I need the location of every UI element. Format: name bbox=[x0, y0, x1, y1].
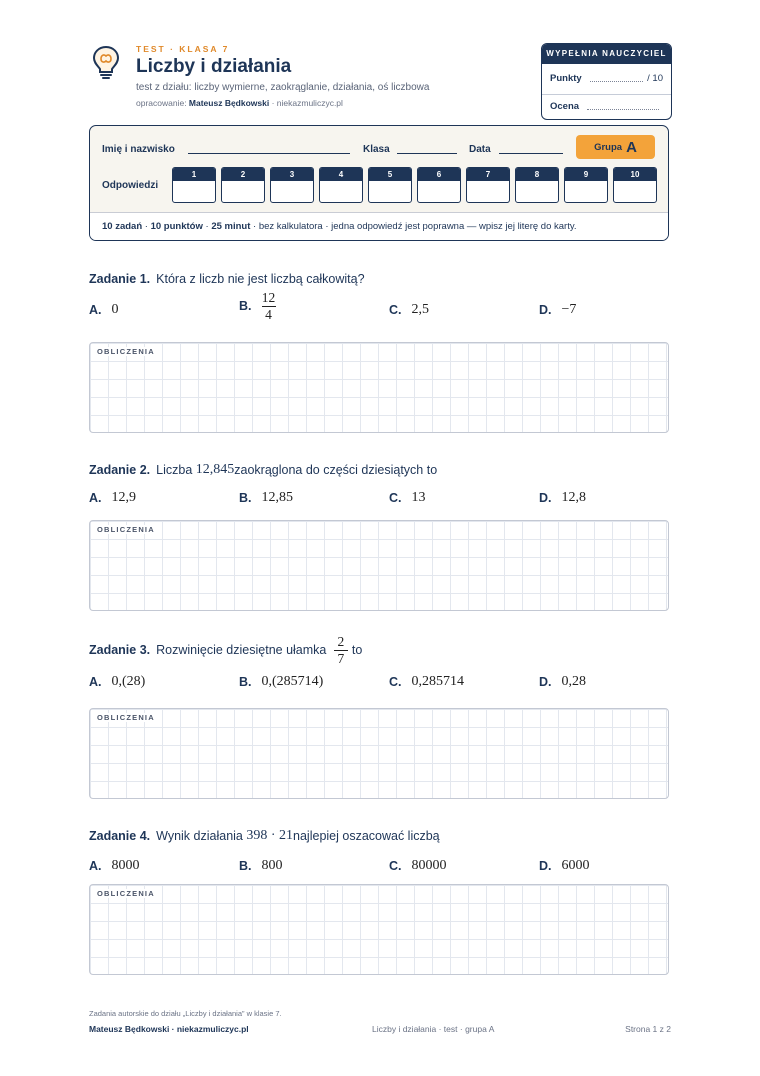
answer-boxes bbox=[172, 167, 657, 203]
option-value: 800 bbox=[261, 858, 283, 873]
footer-note: Zadania autorskie do działu „Liczby i działania” w klasie 7. bbox=[89, 1009, 282, 1018]
author-site: · niekazmuliczyc.pl bbox=[269, 98, 343, 108]
calculation-area[interactable] bbox=[89, 520, 669, 611]
option-letter: D. bbox=[539, 303, 552, 317]
author-name: Mateusz Będkowski bbox=[188, 98, 270, 108]
option-c bbox=[389, 858, 447, 874]
option-value: 0,285714 bbox=[411, 674, 464, 690]
points-label: Punkty bbox=[550, 73, 582, 84]
test-summary bbox=[90, 212, 668, 241]
calculation-label: OBLICZENIA bbox=[97, 347, 155, 356]
option-value: 13 bbox=[411, 490, 426, 505]
task-text-after: to bbox=[351, 643, 363, 658]
option-letter: C. bbox=[389, 675, 402, 690]
group-label: Grupa bbox=[594, 141, 623, 153]
answer-box[interactable] bbox=[319, 167, 363, 203]
page-number: Strona 1 z 2 bbox=[625, 1024, 671, 1034]
task-text-after: zaokrąglona do części dziesiątych to bbox=[234, 463, 438, 477]
option-d bbox=[539, 858, 590, 874]
answer-box[interactable] bbox=[515, 167, 559, 203]
answer-box-number: 8 bbox=[516, 168, 558, 181]
answer-box-number: 6 bbox=[418, 168, 460, 181]
option-letter: D. bbox=[539, 675, 552, 690]
answer-box-number: 9 bbox=[565, 168, 607, 181]
option-letter: A. bbox=[89, 491, 102, 505]
student-info-box bbox=[89, 125, 669, 241]
points-row bbox=[550, 72, 663, 84]
footer-title: Liczby i działania · test · grupa A bbox=[372, 1024, 495, 1034]
fraction-numerator: 12 bbox=[261, 290, 276, 305]
task-text: Która z liczb nie jest liczbą całkowitą? bbox=[156, 272, 365, 286]
task-fraction bbox=[334, 634, 348, 666]
option-letter: C. bbox=[389, 859, 402, 873]
option-value: 8000 bbox=[111, 858, 140, 873]
summary-time: 25 minut bbox=[211, 221, 251, 232]
option-d bbox=[539, 490, 586, 506]
task-text-before: Liczba bbox=[156, 463, 193, 477]
option-c bbox=[389, 490, 426, 506]
option-value: 12,9 bbox=[111, 490, 136, 505]
task-math: 398 · 21 bbox=[246, 828, 294, 843]
task-question bbox=[89, 828, 669, 844]
option-letter: A. bbox=[89, 859, 102, 873]
option-letter: C. bbox=[389, 303, 402, 317]
points-field[interactable] bbox=[590, 72, 643, 82]
option-c bbox=[389, 674, 464, 690]
answer-box[interactable] bbox=[172, 167, 216, 203]
answer-box-number: 4 bbox=[320, 168, 362, 181]
calculation-label: OBLICZENIA bbox=[97, 525, 155, 534]
summary-sep: · bbox=[142, 221, 151, 232]
option-value: 0,(285714) bbox=[261, 674, 324, 690]
task-label: Zadanie 3. bbox=[89, 643, 151, 658]
answers-label: Odpowiedzi bbox=[102, 180, 159, 191]
grade-label: Ocena bbox=[550, 101, 580, 112]
fraction-numerator: 2 bbox=[337, 634, 345, 649]
calculation-label: OBLICZENIA bbox=[97, 713, 155, 722]
summary-points: 10 punktów bbox=[150, 221, 203, 232]
summary-tasks: 10 zadań bbox=[102, 221, 143, 232]
group-value: A bbox=[626, 138, 637, 156]
answer-box-number: 5 bbox=[369, 168, 411, 181]
task-4 bbox=[89, 828, 669, 898]
footer-author: Mateusz Będkowski · niekazmuliczyc.pl bbox=[89, 1024, 249, 1034]
option-letter: B. bbox=[239, 675, 252, 690]
fraction-denominator: 4 bbox=[265, 306, 272, 322]
answer-box[interactable] bbox=[613, 167, 657, 203]
option-b bbox=[239, 290, 276, 322]
task-text-before: Wynik działania bbox=[156, 829, 243, 843]
option-letter: B. bbox=[239, 859, 252, 873]
option-letter: B. bbox=[239, 299, 252, 314]
points-max: / 10 bbox=[647, 73, 663, 84]
group-badge bbox=[576, 135, 655, 159]
teacher-box bbox=[541, 43, 672, 120]
task-2 bbox=[89, 462, 669, 534]
option-b bbox=[239, 490, 293, 506]
option-a bbox=[89, 490, 136, 506]
answer-box-number: 10 bbox=[614, 168, 656, 181]
teacher-box-title: WYPEŁNIA NAUCZYCIEL bbox=[542, 44, 671, 64]
grade-row bbox=[550, 100, 663, 112]
date-field[interactable] bbox=[499, 153, 563, 154]
calculation-label: OBLICZENIA bbox=[97, 889, 155, 898]
answer-box[interactable] bbox=[270, 167, 314, 203]
name-field[interactable] bbox=[188, 153, 350, 154]
option-value: 6000 bbox=[561, 858, 590, 873]
task-1 bbox=[89, 272, 669, 356]
task-label: Zadanie 2. bbox=[89, 463, 151, 477]
task-label: Zadanie 4. bbox=[89, 829, 151, 843]
option-a bbox=[89, 674, 145, 690]
task-text-after: najlepiej oszacować liczbą bbox=[293, 829, 440, 843]
option-value: 0 bbox=[111, 302, 119, 317]
option-letter: A. bbox=[89, 303, 102, 317]
option-d bbox=[539, 674, 586, 690]
answer-box-number: 2 bbox=[222, 168, 264, 181]
option-a bbox=[89, 302, 119, 318]
answer-box[interactable] bbox=[564, 167, 608, 203]
fraction-denominator: 7 bbox=[337, 650, 345, 666]
answer-box-number: 1 bbox=[173, 168, 215, 181]
option-b bbox=[239, 858, 283, 874]
answer-box[interactable] bbox=[368, 167, 412, 203]
option-letter: B. bbox=[239, 491, 252, 505]
option-value: 12,8 bbox=[561, 490, 586, 505]
class-label: Klasa bbox=[363, 144, 390, 155]
task-label: Zadanie 1. bbox=[89, 272, 151, 286]
option-value: 80000 bbox=[411, 858, 447, 873]
answer-box[interactable] bbox=[466, 167, 510, 203]
option-value: −7 bbox=[561, 302, 577, 317]
date-label: Data bbox=[469, 144, 491, 155]
task-text-before: Rozwinięcie dziesiętne ułamka bbox=[156, 643, 327, 658]
grade-field[interactable] bbox=[587, 100, 659, 110]
calculation-area[interactable] bbox=[89, 708, 669, 799]
task-question bbox=[89, 634, 669, 666]
name-label: Imię i nazwisko bbox=[102, 144, 175, 155]
task-question bbox=[89, 462, 669, 478]
option-letter: C. bbox=[389, 491, 402, 505]
task-math: 12,845 bbox=[195, 462, 235, 477]
summary-sep: · bbox=[202, 221, 212, 232]
page-subtitle: test z działu: liczby wymierne, zaokrąglanie, działania, oś liczbowa bbox=[136, 82, 430, 93]
option-d bbox=[539, 302, 576, 318]
answer-box-number: 7 bbox=[467, 168, 509, 181]
teacher-box-divider bbox=[542, 94, 671, 95]
test-kicker: TEST · KLASA 7 bbox=[136, 44, 230, 54]
task-options bbox=[89, 290, 669, 336]
answer-box-number: 3 bbox=[271, 168, 313, 181]
task-3 bbox=[89, 634, 669, 722]
calculation-area[interactable] bbox=[89, 884, 669, 975]
option-fraction bbox=[262, 290, 276, 322]
option-value: 0,(28) bbox=[111, 674, 146, 690]
option-b bbox=[239, 674, 323, 690]
class-field[interactable] bbox=[397, 153, 457, 154]
summary-rules: · bez kalkulatora · jedna odpowiedź jest poprawna — wpisz jej literę do karty. bbox=[250, 221, 577, 232]
option-a bbox=[89, 858, 140, 874]
option-value: 0,28 bbox=[561, 674, 586, 690]
page-title: Liczby i działania bbox=[136, 56, 292, 77]
calculation-area[interactable] bbox=[89, 342, 669, 433]
option-value: 2,5 bbox=[411, 302, 429, 317]
option-c bbox=[389, 302, 429, 318]
answer-box[interactable] bbox=[417, 167, 461, 203]
task-question bbox=[89, 272, 669, 286]
lightbulb-brain-icon bbox=[90, 44, 122, 80]
option-letter: A. bbox=[89, 675, 102, 690]
answer-box[interactable] bbox=[221, 167, 265, 203]
option-letter: D. bbox=[539, 859, 552, 873]
byline-prefix: opracowanie: bbox=[136, 98, 189, 108]
option-value: 12,85 bbox=[261, 490, 293, 505]
option-letter: D. bbox=[539, 491, 552, 505]
byline bbox=[136, 98, 343, 108]
